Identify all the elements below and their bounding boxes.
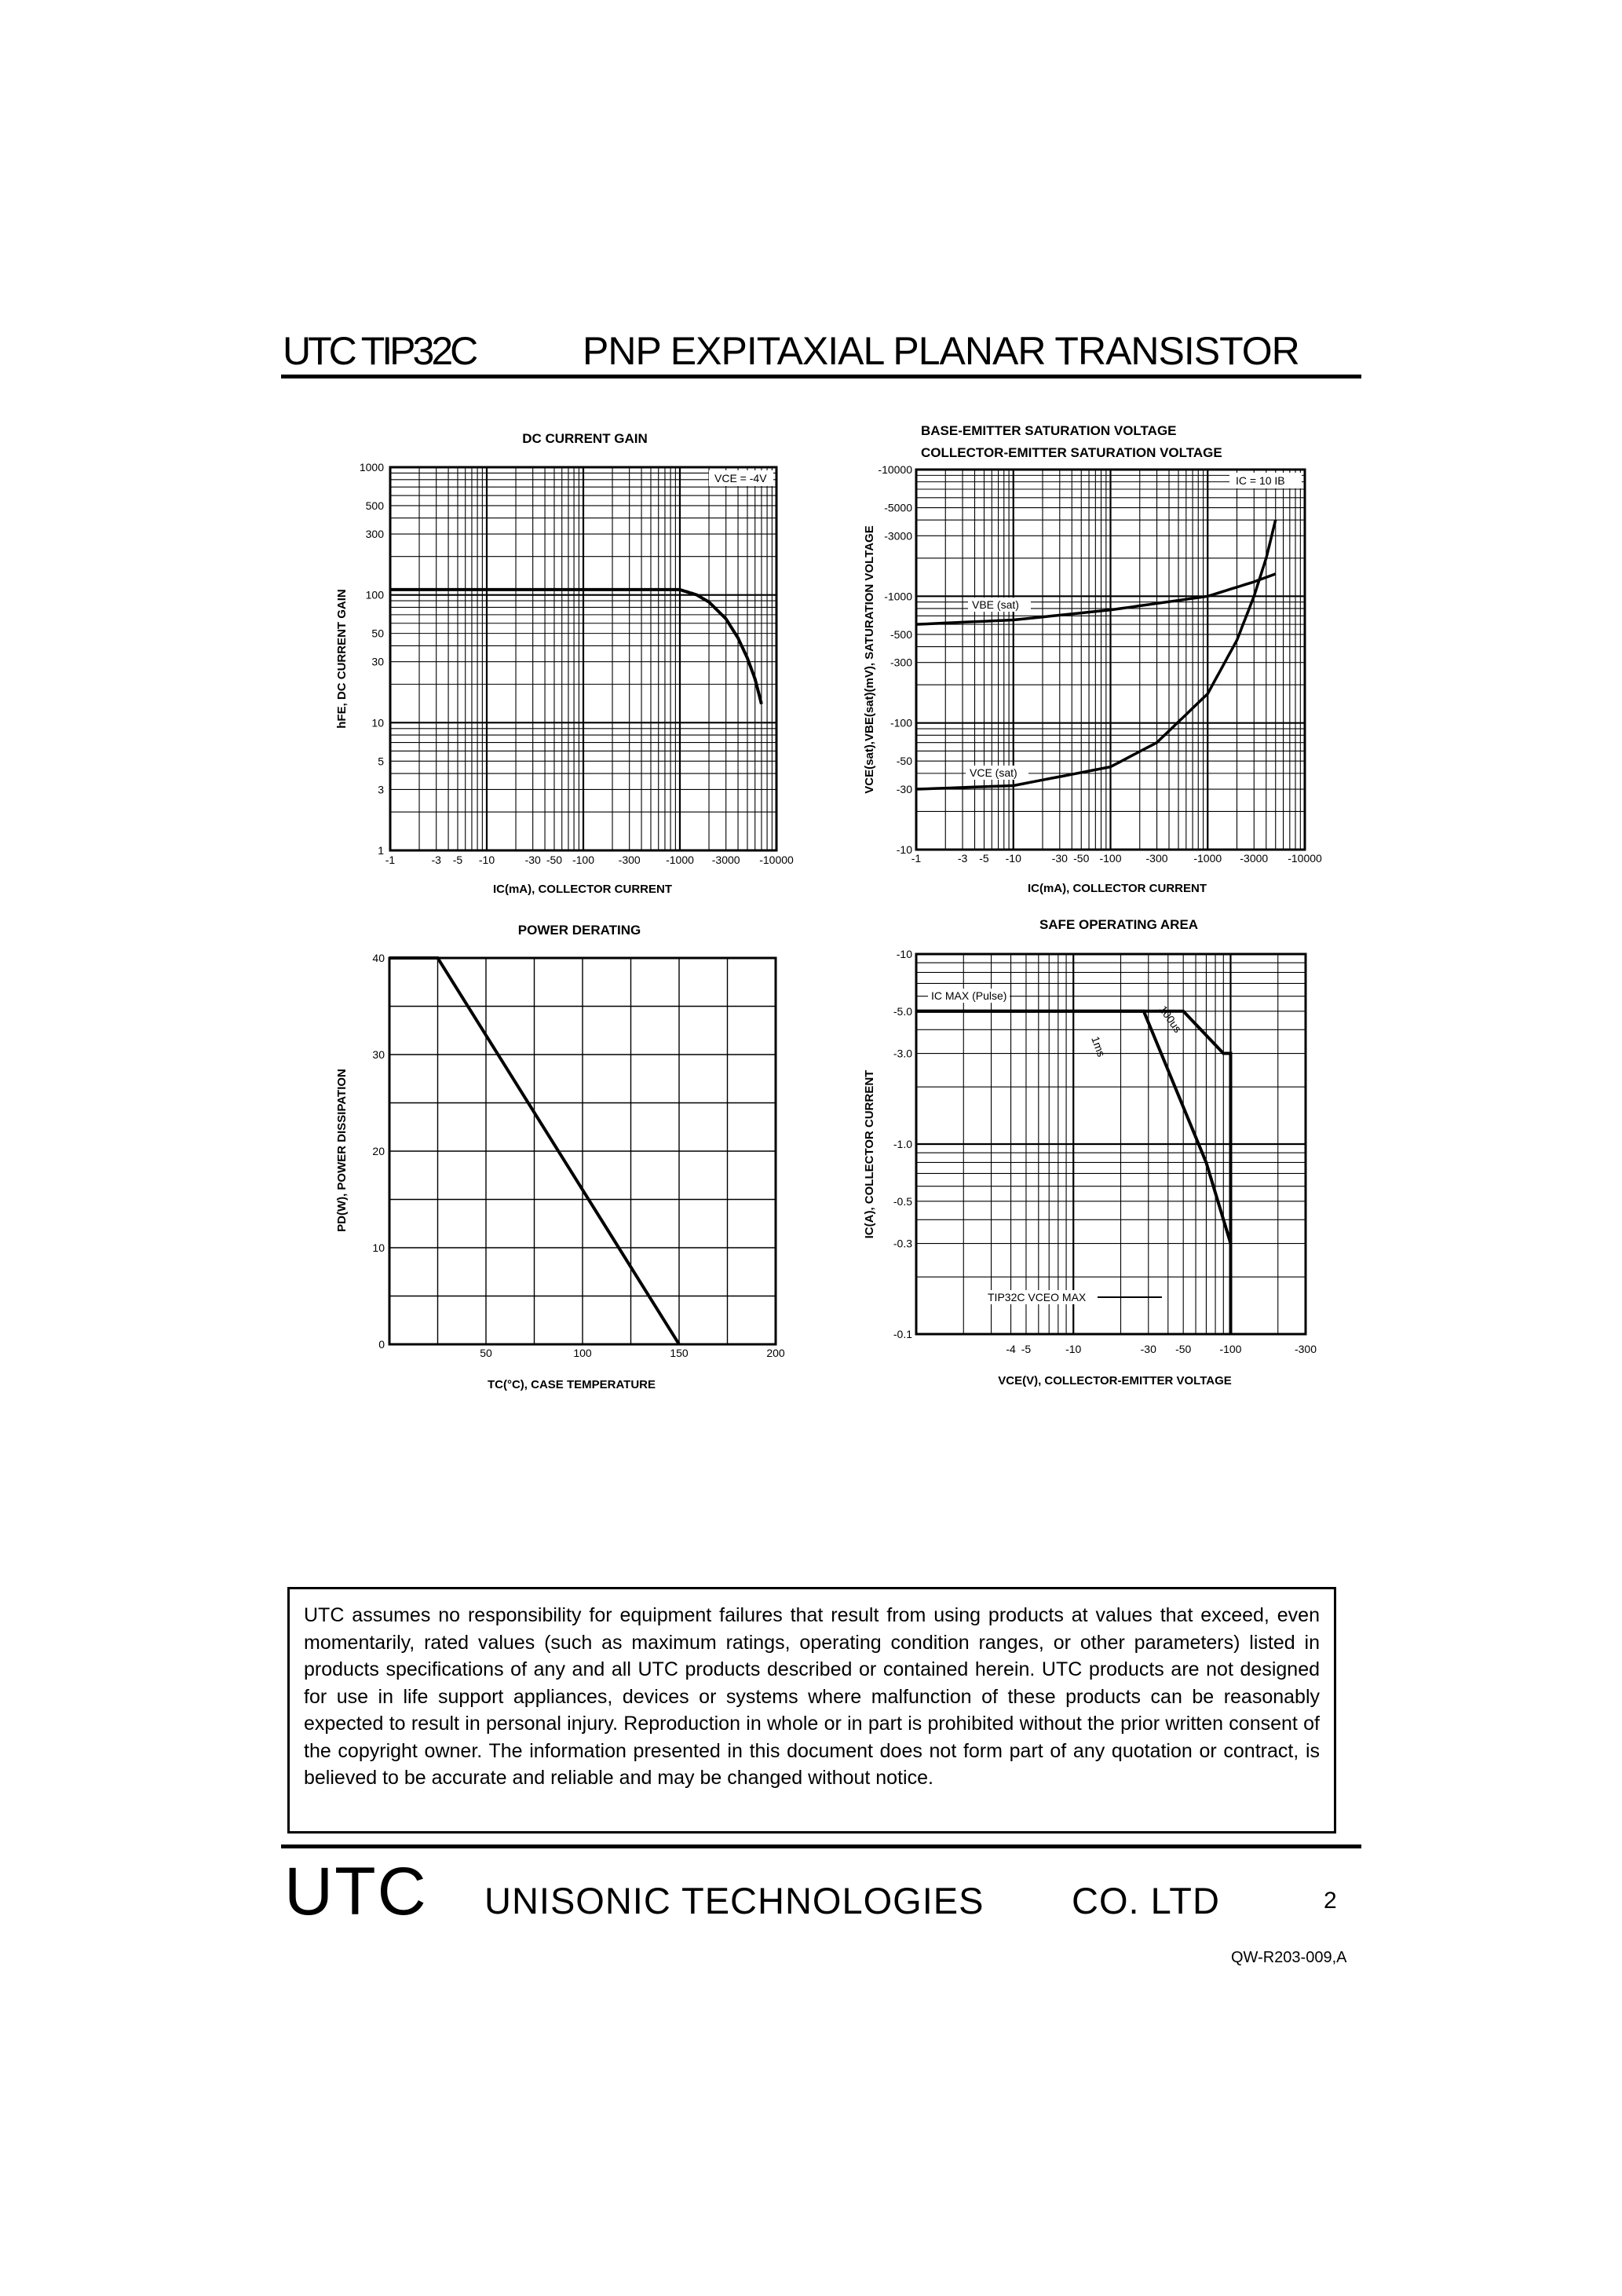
x-tick-label: -50	[1175, 1343, 1192, 1355]
footer-company: UNISONIC TECHNOLOGIES	[484, 1880, 985, 1921]
vbe-label: VBE (sat)	[972, 598, 1019, 611]
x-tick-label: -10000	[1288, 852, 1322, 865]
dc-gain-xlabel: IC(mA), COLLECTOR CURRENT	[492, 883, 673, 896]
sat-title-2: COLLECTOR-EMITTER SATURATION VOLTAGE	[921, 445, 1222, 460]
y-tick-label: 30	[372, 1048, 385, 1061]
dc-gain-curve	[390, 590, 762, 704]
x-tick-label: -10	[1005, 852, 1021, 865]
dc-gain-x-ticks	[385, 854, 794, 866]
x-tick-label: -100	[572, 854, 595, 866]
x-tick-label: -1000	[1193, 852, 1222, 865]
x-tick-label: -5	[452, 854, 463, 866]
sat-note: IC = 10 IB	[1236, 474, 1285, 487]
soa-chart	[863, 917, 1317, 1387]
x-tick-label: -1	[385, 854, 396, 866]
y-tick-label: -5000	[884, 501, 912, 514]
x-tick-label: -30	[1140, 1343, 1156, 1355]
y-tick-label: 40	[372, 952, 385, 964]
x-tick-label: -3	[957, 852, 968, 865]
y-tick-label: -0.1	[893, 1328, 912, 1340]
x-tick-label: -1000	[666, 854, 694, 866]
label-1ms: 1ms	[1089, 1034, 1109, 1058]
power-title: POWER DERATING	[517, 923, 641, 938]
y-tick-label: 50	[371, 627, 384, 640]
x-tick-label: -10	[478, 854, 495, 866]
y-tick-label: -50	[896, 755, 912, 768]
power-ylabel: PD(W), POWER DISSIPATION	[335, 1069, 349, 1232]
x-tick-label: 50	[480, 1347, 492, 1359]
label-100us: 100us	[1156, 1003, 1185, 1035]
dc-gain-y-ticks	[360, 461, 384, 857]
y-tick-label: -10000	[878, 463, 912, 476]
y-tick-label: -5.0	[893, 1004, 912, 1018]
disclaimer-box: UTC assumes no responsibility for equipment failures that result from using products at values that exceed, even momentarily, rated values (such as maximum ratings, operating condition ranges, or other parameters) listed in products specifications of any and all UTC products described or contained herein. UTC products are not designed for use in life support appliances, devices or systems where malfunction of these products can be reasonably expected to result in personal injury. Reproduction in whole or in part is prohibited without the prior written consent of the copyright owner. The information presented in this document does not form part of any quotation or contract, is believed to be accurate and reliable and may be changed without notice.	[287, 1587, 1336, 1834]
x-tick-label: -5	[1021, 1343, 1032, 1355]
power-xlabel: TC(°C), CASE TEMPERATURE	[487, 1378, 656, 1391]
x-tick-label: -10000	[759, 854, 794, 866]
sat-grid	[916, 470, 1305, 850]
x-tick-label: 200	[766, 1347, 785, 1359]
x-tick-label: -300	[1145, 852, 1168, 865]
y-tick-label: -3.0	[893, 1047, 912, 1060]
sat-x-ticks	[911, 852, 1322, 865]
dc-gain-chart	[335, 431, 794, 896]
dc-gain-grid	[390, 467, 776, 850]
y-tick-label: 3	[378, 783, 384, 796]
vceo-label: TIP32C VCEO MAX	[988, 1291, 1087, 1303]
sat-xlabel: IC(mA), COLLECTOR CURRENT	[1027, 882, 1207, 895]
x-tick-label: -300	[1294, 1343, 1317, 1355]
y-tick-label: 5	[378, 755, 384, 768]
x-tick-label: 100	[573, 1347, 592, 1359]
soa-xlabel: VCE(V), COLLECTOR-EMITTER VOLTAGE	[998, 1374, 1232, 1387]
x-tick-label: -4	[1006, 1343, 1016, 1355]
power-grid	[389, 958, 776, 1344]
page-number: 2	[1324, 1888, 1337, 1914]
dc-gain-ylabel: hFE, DC CURRENT GAIN	[335, 589, 349, 729]
y-tick-label: 300	[365, 528, 384, 541]
x-tick-label: -3000	[711, 854, 740, 866]
y-tick-label: -1000	[884, 590, 912, 603]
icmax-label: IC MAX (Pulse)	[931, 989, 1007, 1002]
sat-title-1: BASE-EMITTER SATURATION VOLTAGE	[921, 423, 1177, 438]
power-x-ticks	[480, 1347, 785, 1359]
saturation-chart	[863, 423, 1322, 895]
document-number: QW-R203-009,A	[1231, 1949, 1347, 1966]
y-tick-label: 0	[378, 1338, 385, 1351]
sat-ylabel: VCE(sat),VBE(sat)(mV), SATURATION VOLTAGE	[863, 525, 876, 794]
dc-gain-note: VCE = -4V	[714, 472, 767, 484]
x-tick-label: -10	[1065, 1343, 1082, 1355]
part-number: UTC TIP32C	[283, 329, 476, 373]
sat-y-ticks	[878, 463, 912, 856]
footer-brand: UTC	[284, 1854, 428, 1929]
y-tick-label: -10	[896, 948, 912, 960]
y-tick-label: -3000	[884, 529, 912, 543]
y-tick-label: 10	[371, 716, 384, 729]
y-tick-label: 20	[372, 1145, 385, 1157]
y-tick-label: -0.3	[893, 1237, 912, 1250]
x-tick-label: -300	[618, 854, 641, 866]
power-y-ticks	[372, 952, 385, 1351]
x-tick-label: -5	[979, 852, 989, 865]
x-tick-label: -50	[546, 854, 563, 866]
soa-ylabel: IC(A), COLLECTOR CURRENT	[863, 1069, 876, 1239]
y-tick-label: 1	[378, 844, 384, 857]
dc-gain-title: DC CURRENT GAIN	[522, 431, 648, 446]
y-tick-label: -300	[890, 656, 912, 669]
y-tick-label: -100	[890, 716, 912, 729]
x-tick-label: -100	[1099, 852, 1122, 865]
page-title: PNP EXPITAXIAL PLANAR TRANSISTOR	[583, 329, 1299, 373]
y-tick-label: 30	[371, 655, 384, 668]
x-tick-label: -100	[1219, 1343, 1242, 1355]
x-tick-label: -1	[911, 852, 922, 865]
footer-suffix: CO. LTD	[1072, 1880, 1220, 1921]
x-tick-label: -50	[1073, 852, 1090, 865]
x-tick-label: 150	[670, 1347, 689, 1359]
x-tick-label: -30	[1051, 852, 1068, 865]
y-tick-label: -500	[890, 627, 912, 641]
x-tick-label: -30	[524, 854, 541, 866]
power-derating-chart	[335, 923, 785, 1391]
vce-label: VCE (sat)	[970, 766, 1017, 779]
y-tick-label: -30	[896, 783, 912, 796]
y-tick-label: -0.5	[893, 1194, 912, 1208]
soa-y-ticks	[893, 948, 912, 1340]
y-tick-label: 1000	[359, 461, 384, 473]
y-tick-label: -1.0	[893, 1138, 912, 1150]
y-tick-label: 100	[365, 588, 384, 601]
soa-title: SAFE OPERATING AREA	[1039, 917, 1199, 932]
y-tick-label: 10	[372, 1241, 385, 1254]
x-tick-label: -3	[431, 854, 441, 866]
footer-rule	[281, 1844, 1361, 1848]
x-tick-label: -3000	[1240, 852, 1269, 865]
y-tick-label: -10	[896, 843, 912, 856]
y-tick-label: 500	[365, 499, 384, 512]
soa-x-ticks	[1006, 1343, 1317, 1355]
